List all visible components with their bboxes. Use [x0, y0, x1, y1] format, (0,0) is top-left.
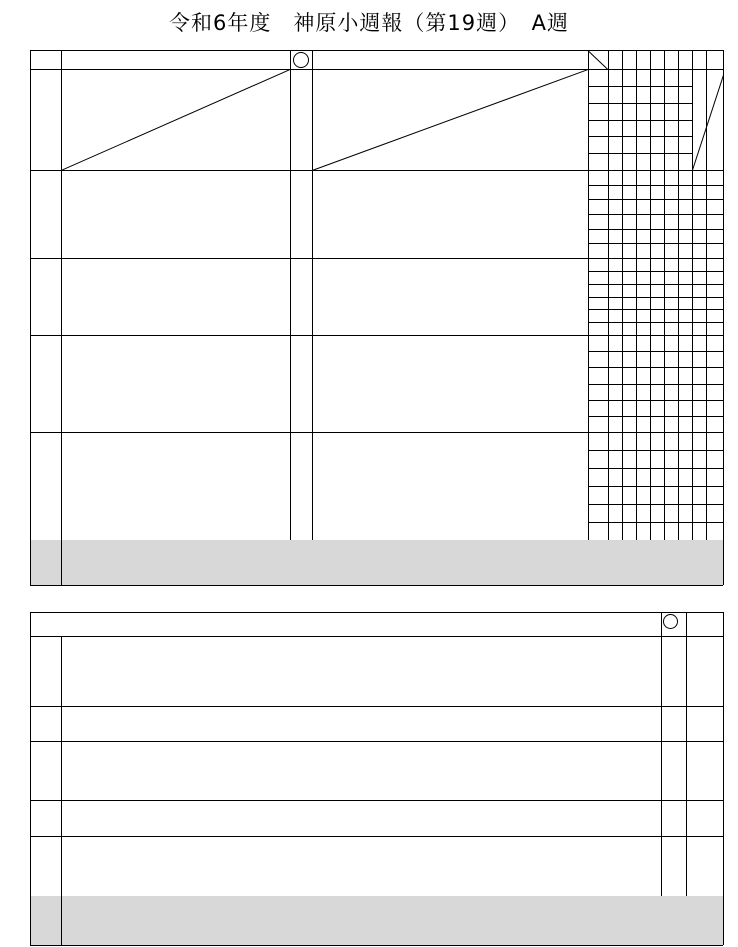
next-week-right-border: [723, 612, 724, 945]
day-row-border: [30, 170, 723, 171]
period-column-divider: [636, 50, 637, 540]
day-row-border: [30, 258, 723, 259]
school-diagonal: [61, 69, 290, 171]
weekend-row-border: [30, 585, 723, 586]
page-title: 令和6年度 神原小週報（第19週） A週: [169, 11, 569, 35]
next-week-duty-header: [663, 614, 678, 629]
period-column-divider: [692, 50, 693, 540]
grade-row-border: [588, 120, 692, 121]
next-week-top-border: [30, 612, 723, 613]
next-week-header-border: [30, 636, 723, 637]
day-row-border: [30, 335, 723, 336]
contacts-diagonal: [312, 69, 588, 171]
table-right-border: [723, 50, 724, 585]
next-week-duty-right: [686, 612, 687, 896]
weekend-row-shade: [30, 540, 723, 563]
period-column-divider: [706, 50, 707, 540]
header-bottom-border: [30, 69, 723, 70]
marks-diagonal: [692, 75, 724, 170]
duty-column-right: [312, 50, 313, 540]
grade-row-border: [588, 136, 692, 137]
grade-column-left: [588, 50, 589, 540]
duty-header: [293, 52, 309, 68]
grade-column-right: [608, 50, 609, 540]
next-week-weekend-shade: [30, 896, 723, 919]
grade-row-border: [588, 153, 692, 154]
header-corner-diagonal: [587, 50, 608, 70]
next-week-left-border: [30, 612, 31, 945]
table-top-border: [30, 50, 723, 51]
weekend-row-shade: [30, 563, 723, 585]
next-week-row-border: [30, 706, 723, 707]
table-left-border: [30, 50, 31, 585]
period-column-divider: [622, 50, 623, 540]
next-week-row-border: [30, 741, 723, 742]
day-row-border: [30, 432, 723, 433]
next-week-label-divider: [61, 636, 62, 945]
duty-column-left: [290, 50, 291, 540]
grade-row-border: [588, 103, 692, 104]
grade-row-border: [588, 86, 692, 87]
period-column-divider: [650, 50, 651, 540]
next-week-duty-left: [661, 612, 662, 896]
date-column-divider: [61, 50, 62, 585]
next-week-row-border: [30, 800, 723, 801]
next-week-row-border: [30, 836, 723, 837]
next-week-weekend-shade: [30, 919, 723, 945]
next-week-row-border: [30, 945, 723, 946]
period-column-divider: [664, 50, 665, 540]
period-column-divider: [678, 50, 679, 540]
